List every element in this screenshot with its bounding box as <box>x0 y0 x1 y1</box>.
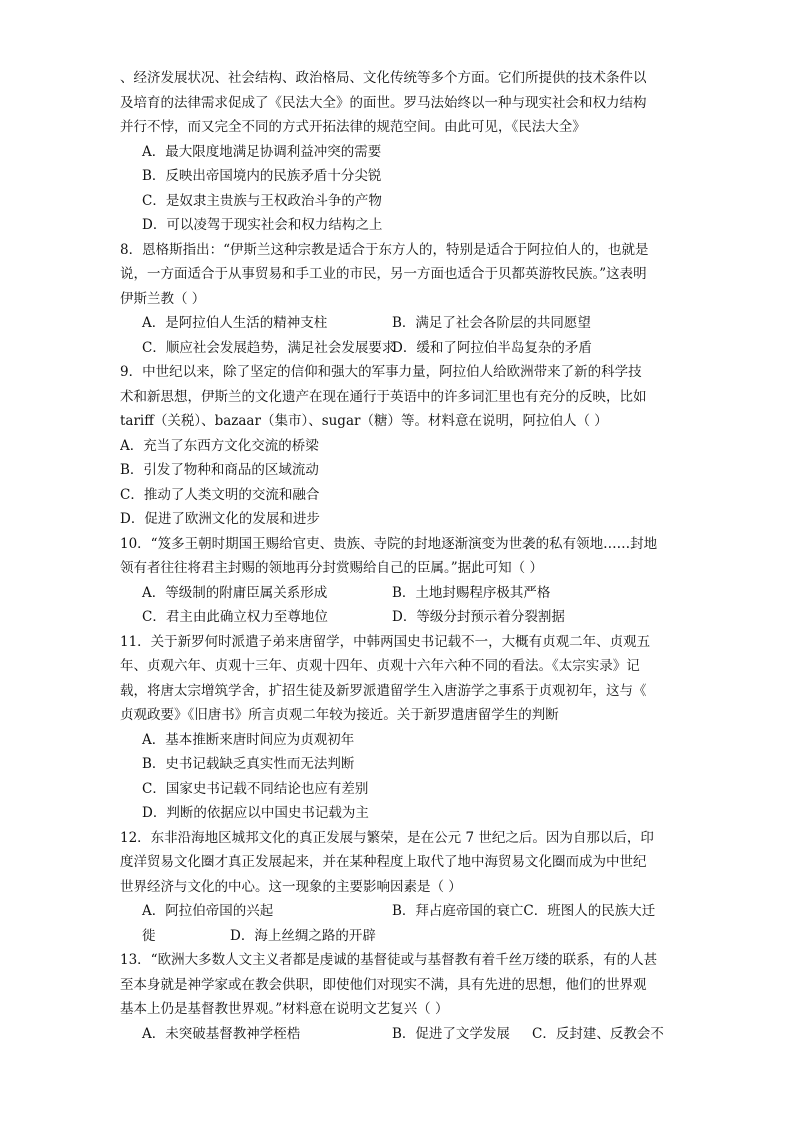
question-8 <box>120 238 680 361</box>
question-stem-line: 贞观政要》《旧唐书》所言贞观二年较为接近。关于新罗遣唐留学生的判断 <box>120 707 559 723</box>
question-stem-line: 度洋贸易文化圈才真正发展起来，并在某种程度上取代了地中海贸易文化圈而成为中世纪 <box>120 854 647 870</box>
option-a: A．充当了东西方文化交流的桥梁 <box>120 437 319 454</box>
option-b: B．促进了文学发展 <box>392 1025 510 1042</box>
option-b: B．土地封赐程序极其严格 <box>392 584 551 601</box>
option-d: D．海上丝绸之路的开辟 <box>230 927 376 944</box>
exam-page <box>120 66 680 1046</box>
question-stem-line: 伊斯兰教（ ） <box>120 290 206 307</box>
options-row <box>120 336 680 361</box>
option-a: A．是阿拉伯人生活的精神支柱 <box>142 315 328 331</box>
options-row <box>120 311 680 336</box>
options-row <box>120 1022 680 1047</box>
question-stem-line: 年、贞观六年、贞观十三年、贞观十四年、贞观十六年六种不同的看法。《太宗实录》记 <box>120 658 640 674</box>
option-b: B．引发了物种和商品的区域流动 <box>120 462 319 478</box>
question-13 <box>120 948 680 1046</box>
question-stem-line: 10．“笈多王朝时期国王赐给官吏、贵族、寺院的封地逐渐演变为世袭的私有领地……封地 <box>120 535 658 552</box>
option-c: C．顺应社会发展趋势，满足社会发展要求 <box>142 339 396 356</box>
question-7 <box>120 66 680 238</box>
option-d: D．等级分封预示着分裂割据 <box>392 609 565 625</box>
question-11 <box>120 630 680 826</box>
question-12 <box>120 826 680 949</box>
question-9 <box>120 360 680 532</box>
option-c: C．国家史书记载不同结论也应有差别 <box>142 780 369 797</box>
question-stem-line: 至本身就是神学家或在教会供职，即使他们对现实不满，具有先进的思想，他们的世界观 <box>120 976 647 993</box>
option-c-continued: 徙 <box>142 927 156 944</box>
option-a: A．等级制的附庸臣属关系形成 <box>142 584 328 601</box>
question-stem-line: 13．“欧洲大多数人文主义者都是虔诚的基督徒或与基督教有着千丝万缕的联系，有的人甚 <box>120 952 658 968</box>
option-c: C．班图人的民族大迁 <box>523 903 656 919</box>
option-c: C．推动了人类文明的交流和融合 <box>120 486 320 503</box>
question-stem-line: 12．东非沿海地区城邦文化的真正发展与繁荣，是在公元 7 世纪之后。因为自那以后，印 <box>120 829 654 846</box>
option-a: A．未突破基督教神学桎梏 <box>142 1025 301 1042</box>
option-b: B．满足了社会各阶层的共同愿望 <box>392 315 591 331</box>
question-stem-line: 并行不悖，而又完全不同的方式开拓法律的规范空间。由此可见，《民法大全》 <box>120 119 586 135</box>
question-stem-line: 及培育的法律需求促成了《民法大全》的面世。罗马法始终以一种与现实社会和权力结构 <box>120 94 647 111</box>
question-stem-line: 11．关于新罗何时派遣子弟来唐留学，中韩两国史书记载不一，大概有贞观二年、贞观五 <box>120 633 651 650</box>
question-stem-line: 基本上仍是基督教世界观。”材料意在说明文艺复兴（ ） <box>120 1001 449 1017</box>
option-c: C．君主由此确立权力至尊地位 <box>142 609 328 625</box>
question-stem-line: 载，将唐太宗增筑学舍，扩招生徒及新罗派遣留学生入唐游学之事系于贞观初年，这与《 <box>120 682 647 699</box>
option-c: C．是奴隶主贵族与王权政治斗争的产物 <box>142 192 382 209</box>
options-row <box>120 899 680 924</box>
question-stem-line: 、经济发展状况、社会结构、政治格局、文化传统等多个方面。它们所提供的技术条件以 <box>120 70 647 86</box>
question-10 <box>120 532 680 630</box>
options-row <box>120 924 680 949</box>
question-stem-line: 9．中世纪以来，除了坚定的信仰和强大的军事力量，阿拉伯人给欧洲带来了新的科学技 <box>120 364 642 380</box>
question-stem-line: tariff（关税）、bazaar（集市）、sugar（糖）等。材料意在说明，阿拉伯人（ ） <box>120 413 608 429</box>
question-stem-line: 世界经济与文化的中心。这一现象的主要影响因素是（ ） <box>120 878 462 895</box>
question-stem-line: 8．恩格斯指出：“伊斯兰这种宗教是适合于东方人的，特别是适合于阿拉伯人的，也就是 <box>120 241 649 258</box>
option-d: D．可以凌驾于现实社会和权力结构之上 <box>142 217 383 233</box>
option-b: B．拜占庭帝国的衰亡 <box>392 903 524 919</box>
option-d: D．判断的依据应以中国史书记载为主 <box>142 805 369 821</box>
option-a: A．基本推断来唐时间应为贞观初年 <box>142 731 355 748</box>
question-stem-line: 说，一方面适合于从事贸易和手工业的市民，另一方面也适合于贝都英游牧民族。”这表明 <box>120 266 647 282</box>
options-row <box>120 605 680 630</box>
options-row <box>120 581 680 606</box>
option-b: B．反映出帝国境内的民族矛盾十分尖锐 <box>142 168 382 184</box>
option-b: B．史书记载缺乏真实性而无法判断 <box>142 756 355 772</box>
option-d: D．促进了欧洲文化的发展和进步 <box>120 511 320 527</box>
question-stem-line: 术和新思想，伊斯兰的文化遗产在现在通行于英语中的许多词汇里也有充分的反映，比如 <box>120 388 647 405</box>
option-a: A．阿拉伯帝国的兴起 <box>142 903 274 919</box>
question-stem-line: 领有者往往将君主封赐的领地再分封赏赐给自己的臣属。”据此可知（ ） <box>120 560 543 576</box>
option-a: A．最大限度地满足协调利益冲突的需要 <box>142 143 382 160</box>
option-d: D．缓和了阿拉伯半岛复杂的矛盾 <box>392 339 592 356</box>
option-c: C．反封建、反教会不 <box>532 1025 664 1042</box>
